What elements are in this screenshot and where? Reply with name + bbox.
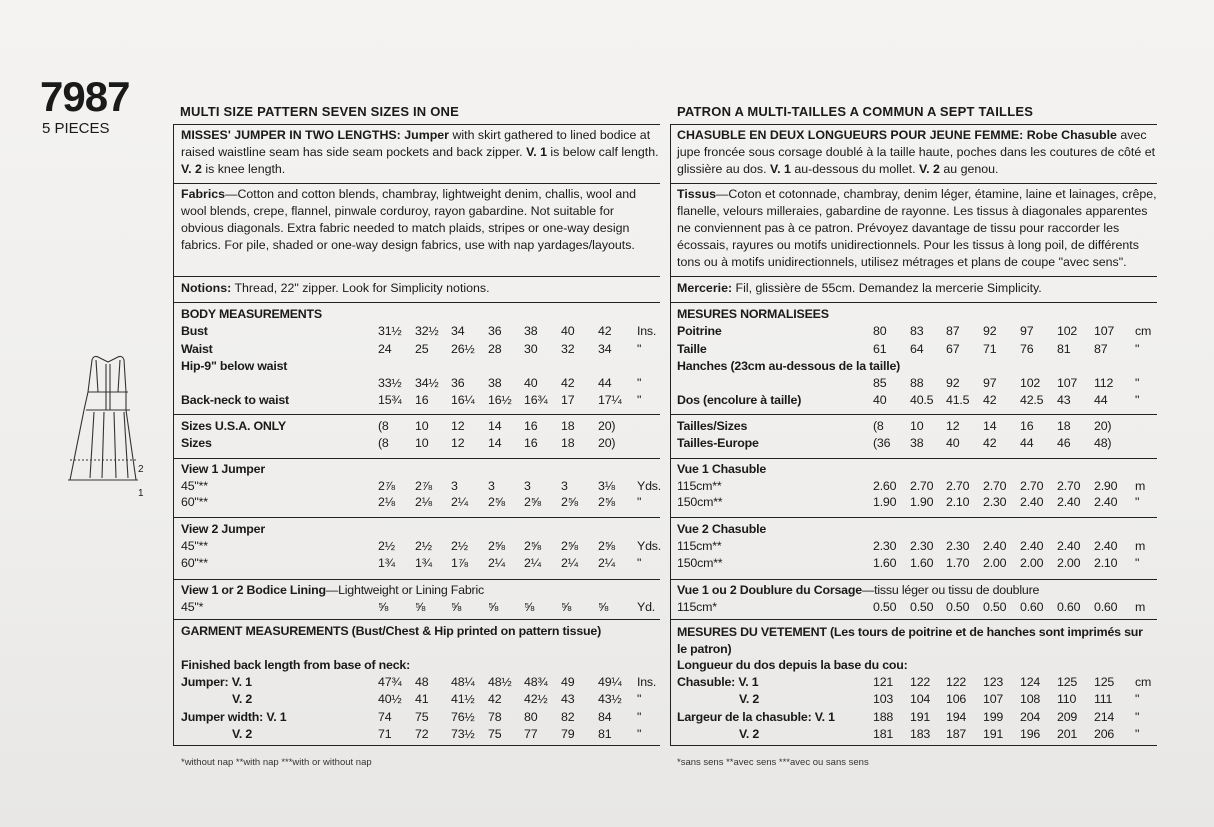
table-cell: 0.50 <box>983 600 1007 614</box>
table-cell: 38 <box>910 436 924 450</box>
table-cell: 2.30 <box>910 539 934 553</box>
table-cell: 74 <box>378 710 392 724</box>
table-cell: 49¼ <box>598 675 622 689</box>
table-cell: 2.00 <box>1057 556 1081 570</box>
row-label: 115cm** <box>677 539 722 553</box>
table-cell: 1.60 <box>910 556 934 570</box>
table-cell: 0.60 <box>1094 600 1118 614</box>
table-cell: 40 <box>946 436 960 450</box>
table-cell: 102 <box>1057 324 1078 338</box>
table-cell: 2.30 <box>873 539 897 553</box>
unit-label: " <box>1135 727 1140 741</box>
table-cell: 81 <box>598 727 612 741</box>
table-cell: ⅝ <box>488 600 499 614</box>
row-label: Longueur du dos depuis la base du cou: <box>677 658 908 672</box>
row-label: 150cm** <box>677 495 723 509</box>
unit-label: m <box>1135 479 1146 493</box>
table-cell: ⅝ <box>378 600 389 614</box>
table-cell: ⅝ <box>415 600 426 614</box>
table-cell: ⅝ <box>451 600 462 614</box>
table-cell: 2¼ <box>451 495 468 509</box>
table-cell: 2¼ <box>524 556 541 570</box>
row-label: Bust <box>181 324 208 338</box>
table-cell: 78 <box>488 710 502 724</box>
table-cell: 187 <box>946 727 967 741</box>
table-cell: 18 <box>561 419 575 433</box>
table-cell: 121 <box>873 675 894 689</box>
row-label: Dos (encolure à taille) <box>677 393 802 407</box>
table-cell: 10 <box>910 419 924 433</box>
table-cell: 20) <box>1094 419 1112 433</box>
table-cell: 42 <box>983 436 997 450</box>
table-cell: 79 <box>561 727 575 741</box>
row-label: V. 2 <box>739 727 760 741</box>
table-cell: 92 <box>983 324 997 338</box>
table-cell: 48 <box>415 675 429 689</box>
table-cell: 14 <box>488 419 502 433</box>
table-cell: ⅝ <box>598 600 609 614</box>
table-cell: 16 <box>524 436 538 450</box>
unit-label: Ins. <box>637 675 657 689</box>
row-label: le patron) <box>677 642 732 656</box>
table-cell: 76 <box>1020 342 1034 356</box>
french-fabrics: Tissus—Coton et cotonnade, chambray, denim léger, étamine, laine et lainages, crêpe, flanelle, velours milleraies, gabardine de rayonne. Les tissus à diagonales apparentes ne conviennent pas à ce patron. Prévoyez davantage de tissu pour raccorder les écossais, rayures ou motifs unidirectionnels. Pour les tissus à long poil, de différents tons ou à motifs unidirectionnels, utilisez métrages et plans de coupe "avec sens". <box>677 187 1157 269</box>
table-cell: 47¾ <box>378 675 402 689</box>
row-label-suffix: —Lightweight or Lining Fabric <box>325 583 484 597</box>
table-cell: 92 <box>946 376 960 390</box>
unit-label: Yds. <box>637 479 661 493</box>
unit-label: " <box>637 376 642 390</box>
table-cell: 48½ <box>488 675 512 689</box>
table-cell: 46 <box>1057 436 1071 450</box>
table-cell: 2½ <box>451 539 468 553</box>
table-cell: 48¼ <box>451 675 475 689</box>
table-cell: 25 <box>415 342 429 356</box>
table-cell: 76½ <box>451 710 475 724</box>
table-cell: 2.00 <box>1020 556 1044 570</box>
table-cell: 34½ <box>415 376 439 390</box>
table-cell: 32 <box>561 342 575 356</box>
table-cell: 64 <box>910 342 924 356</box>
row-label: View 2 Jumper <box>181 522 265 536</box>
table-cell: 3 <box>451 479 458 493</box>
table-cell: 44 <box>598 376 612 390</box>
table-cell: 3 <box>561 479 568 493</box>
table-cell: 24 <box>378 342 392 356</box>
table-cell: 125 <box>1094 675 1115 689</box>
table-cell: 28 <box>488 342 502 356</box>
row-label: 60"** <box>181 495 208 509</box>
table-cell: 2.70 <box>910 479 934 493</box>
table-cell: 26½ <box>451 342 475 356</box>
table-cell: 16 <box>524 419 538 433</box>
pattern-number: 7987 <box>40 73 130 120</box>
table-cell: ⅝ <box>524 600 535 614</box>
table-cell: 40½ <box>378 692 402 706</box>
table-cell: 2⅝ <box>524 539 541 553</box>
view-2-length-marker: 2 <box>138 464 144 475</box>
table-cell: 38 <box>524 324 538 338</box>
table-cell: 1.90 <box>873 495 897 509</box>
table-cell: 16½ <box>488 393 512 407</box>
table-cell: 2.40 <box>1020 495 1044 509</box>
unit-label: " <box>637 710 642 724</box>
table-cell: 2.00 <box>983 556 1007 570</box>
table-cell: 2⅞ <box>378 479 395 493</box>
row-label: Sizes U.S.A. ONLY <box>181 419 286 433</box>
table-cell: 31½ <box>378 324 402 338</box>
row-label-suffix: (Bust/Chest & Hip printed on pattern tissue) <box>348 624 601 638</box>
table-cell: 88 <box>910 376 924 390</box>
row-label: Largeur de la chasuble: V. 1 <box>677 710 835 724</box>
table-cell: 32½ <box>415 324 439 338</box>
row-label: BODY MEASUREMENTS <box>181 307 322 321</box>
row-label: Back-neck to waist <box>181 393 289 407</box>
table-cell: 41 <box>415 692 429 706</box>
table-cell: 36 <box>451 376 465 390</box>
table-cell: 124 <box>1020 675 1041 689</box>
table-cell: 36 <box>488 324 502 338</box>
table-cell: 18 <box>561 436 575 450</box>
table-cell: 16¾ <box>524 393 548 407</box>
unit-label: Yds. <box>637 539 661 553</box>
english-title: MULTI SIZE PATTERN SEVEN SIZES IN ONE <box>180 104 459 119</box>
table-cell: 48¾ <box>524 675 548 689</box>
table-cell: 83 <box>910 324 924 338</box>
table-cell: 108 <box>1020 692 1041 706</box>
row-label: V. 2 <box>739 692 760 706</box>
table-cell: 183 <box>910 727 931 741</box>
table-cell: 3 <box>488 479 495 493</box>
table-cell: 106 <box>946 692 967 706</box>
table-cell: 80 <box>873 324 887 338</box>
table-cell: 97 <box>1020 324 1034 338</box>
table-cell: 15¾ <box>378 393 402 407</box>
table-cell: 18 <box>1057 419 1071 433</box>
table-cell: 2⅝ <box>561 539 578 553</box>
table-cell: 125 <box>1057 675 1078 689</box>
table-cell: 17 <box>561 393 575 407</box>
row-label: Tailles/Sizes <box>677 419 748 433</box>
table-cell: 20) <box>598 436 616 450</box>
table-cell: 123 <box>983 675 1004 689</box>
unit-label: " <box>1135 556 1140 570</box>
row-label: Jumper width: V. 1 <box>181 710 287 724</box>
table-cell: 0.60 <box>1057 600 1081 614</box>
table-cell: 71 <box>983 342 997 356</box>
unit-label: " <box>1135 342 1140 356</box>
table-cell: 2.40 <box>1020 539 1044 553</box>
table-cell: 2.40 <box>1094 495 1118 509</box>
table-cell: 87 <box>946 324 960 338</box>
table-cell: 2⅝ <box>524 495 541 509</box>
table-cell: 1.90 <box>910 495 934 509</box>
table-cell: 49 <box>561 675 575 689</box>
table-cell: 75 <box>415 710 429 724</box>
table-cell: 85 <box>873 376 887 390</box>
english-footnote: *without nap **with nap ***with or without nap <box>181 757 372 768</box>
row-label: 45"** <box>181 539 208 553</box>
table-cell: 191 <box>910 710 931 724</box>
row-label: 115cm** <box>677 479 722 493</box>
french-title: PATRON A MULTI-TAILLES A COMMUN A SEPT TAILLES <box>677 104 1034 119</box>
table-cell: 103 <box>873 692 894 706</box>
unit-label: Yd. <box>637 600 655 614</box>
table-cell: 17¼ <box>598 393 622 407</box>
table-cell: 10 <box>415 436 429 450</box>
table-cell: 44 <box>1094 393 1108 407</box>
row-label: Tailles-Europe <box>677 436 759 450</box>
row-label: Finished back length from base of neck: <box>181 658 411 672</box>
row-label: V. 2 <box>232 727 253 741</box>
unit-label: Ins. <box>637 324 657 338</box>
table-cell: 40.5 <box>910 393 934 407</box>
row-label: Hanches (23cm au-dessous de la taille) <box>677 359 901 373</box>
table-cell: 201 <box>1057 727 1078 741</box>
table-cell: 42.5 <box>1020 393 1044 407</box>
table-cell: (8 <box>873 419 884 433</box>
table-cell: 16 <box>1020 419 1034 433</box>
table-cell: 1.60 <box>873 556 897 570</box>
table-cell: 188 <box>873 710 894 724</box>
table-cell: 204 <box>1020 710 1041 724</box>
table-cell: 42 <box>488 692 502 706</box>
table-cell: 2⅛ <box>378 495 395 509</box>
table-cell: 1¾ <box>415 556 432 570</box>
table-cell: 84 <box>598 710 612 724</box>
table-cell: 2⅝ <box>598 495 615 509</box>
table-cell: 42 <box>983 393 997 407</box>
table-cell: 43 <box>561 692 575 706</box>
table-cell: 41½ <box>451 692 475 706</box>
table-cell: (36 <box>873 436 891 450</box>
row-label: Waist <box>181 342 213 356</box>
table-cell: (8 <box>378 419 389 433</box>
unit-label: " <box>1135 710 1140 724</box>
unit-label: " <box>1135 393 1140 407</box>
row-label: Poitrine <box>677 324 722 338</box>
table-cell: 2¼ <box>488 556 505 570</box>
table-cell: 2⅝ <box>561 495 578 509</box>
table-cell: 10 <box>415 419 429 433</box>
table-cell: 48) <box>1094 436 1112 450</box>
table-cell: 3⅛ <box>598 479 615 493</box>
unit-label: " <box>1135 376 1140 390</box>
table-cell: 12 <box>451 419 465 433</box>
table-cell: 42½ <box>524 692 548 706</box>
pieces-count: 5 PIECES <box>42 120 110 137</box>
table-cell: 71 <box>378 727 392 741</box>
row-label-suffix: —tissu léger ou tissu de doublure <box>861 583 1040 597</box>
row-label: 115cm* <box>677 600 717 614</box>
table-cell: 72 <box>415 727 429 741</box>
table-cell: 20) <box>598 419 616 433</box>
table-cell: 196 <box>1020 727 1041 741</box>
table-cell: 2½ <box>378 539 395 553</box>
table-cell: 112 <box>1094 376 1114 390</box>
english-notions: Notions: Thread, 22" zipper. Look for Simplicity notions. <box>181 281 490 295</box>
table-cell: 181 <box>873 727 894 741</box>
table-cell: 16¼ <box>451 393 475 407</box>
table-cell: 16 <box>415 393 429 407</box>
table-cell: 110 <box>1057 692 1077 706</box>
table-cell: 75 <box>488 727 502 741</box>
unit-label: " <box>637 342 642 356</box>
unit-label: " <box>637 727 642 741</box>
table-cell: 3 <box>524 479 531 493</box>
table-cell: 2.70 <box>1057 479 1081 493</box>
table-cell: 2.60 <box>873 479 897 493</box>
table-cell: 199 <box>983 710 1004 724</box>
table-cell: 40 <box>873 393 887 407</box>
table-cell: 191 <box>983 727 1004 741</box>
row-label: Jumper: V. 1 <box>181 675 252 689</box>
table-cell: 1¾ <box>378 556 395 570</box>
table-cell: 67 <box>946 342 960 356</box>
table-cell: 111 <box>1094 692 1113 706</box>
table-cell: 2.70 <box>983 479 1007 493</box>
row-label: View 1 or 2 Bodice Lining—Lightweight or Lining Fabric <box>181 583 484 597</box>
table-cell: 2.40 <box>1057 539 1081 553</box>
row-label: V. 2 <box>232 692 253 706</box>
table-cell: 209 <box>1057 710 1078 724</box>
unit-label: " <box>637 692 642 706</box>
table-cell: 2⅞ <box>415 479 432 493</box>
unit-label: m <box>1135 539 1146 553</box>
table-cell: 97 <box>983 376 997 390</box>
table-cell: 61 <box>873 342 887 356</box>
table-cell: 42 <box>598 324 612 338</box>
table-cell: 0.60 <box>1020 600 1044 614</box>
table-cell: (8 <box>378 436 389 450</box>
row-label-suffix: (Les tours de poitrine et de hanches sont imprimés sur <box>826 625 1143 639</box>
table-cell: ⅝ <box>561 600 572 614</box>
row-label: 60"** <box>181 556 208 570</box>
table-cell: 1⅞ <box>451 556 468 570</box>
table-cell: 107 <box>1057 376 1078 390</box>
table-cell: 12 <box>946 419 960 433</box>
english-description: MISSES' JUMPER IN TWO LENGTHS: Jumper with skirt gathered to lined bodice at raised waistline seam has side seam pockets and back zipper. V. 1 is below calf length. V. 2 is knee length. <box>181 128 659 176</box>
table-cell: 2.10 <box>946 495 970 509</box>
unit-label: " <box>637 393 642 407</box>
table-cell: 107 <box>1094 324 1115 338</box>
row-label: Vue 2 Chasuble <box>677 522 767 536</box>
table-cell: 12 <box>451 436 465 450</box>
table-cell: 2⅝ <box>488 495 505 509</box>
french-notions: Mercerie: Fil, glissière de 55cm. Demandez la mercerie Simplicity. <box>677 281 1042 295</box>
unit-label: " <box>1135 495 1140 509</box>
table-cell: 2⅝ <box>598 539 615 553</box>
unit-label: cm <box>1135 675 1152 689</box>
table-cell: 44 <box>1020 436 1034 450</box>
table-cell: 34 <box>598 342 612 356</box>
table-cell: 2.30 <box>983 495 1007 509</box>
table-cell: 82 <box>561 710 575 724</box>
table-cell: 2½ <box>415 539 432 553</box>
table-cell: 2⅝ <box>488 539 505 553</box>
row-label: Hip-9" below waist <box>181 359 288 373</box>
french-footnote: *sans sens **avec sens ***avec ou sans sens <box>677 757 869 768</box>
table-cell: 33½ <box>378 376 402 390</box>
table-cell: 194 <box>946 710 967 724</box>
table-cell: 2.30 <box>946 539 970 553</box>
table-cell: 77 <box>524 727 538 741</box>
table-cell: 2.70 <box>946 479 970 493</box>
table-cell: 41.5 <box>946 393 970 407</box>
table-cell: 14 <box>488 436 502 450</box>
table-cell: 107 <box>983 692 1004 706</box>
table-cell: 102 <box>1020 376 1041 390</box>
table-cell: 40 <box>524 376 538 390</box>
table-cell: 122 <box>946 675 967 689</box>
row-label: MESURES DU VETEMENT (Les tours de poitrine et de hanches sont imprimés sur <box>677 625 1143 639</box>
table-cell: 38 <box>488 376 502 390</box>
french-description: CHASUBLE EN DEUX LONGUEURS POUR JEUNE FEMME: Robe Chasuble avec jupe froncée sous corsage doublé à la taille haute, poches dans les coutures de côté et glissière au dos. V. 1 au-dessous du mollet. V. 2 au genou. <box>677 128 1156 176</box>
table-cell: 2.40 <box>1057 495 1081 509</box>
row-label: GARMENT MEASUREMENTS (Bust/Chest & Hip printed on pattern tissue) <box>181 624 601 638</box>
row-label: 150cm** <box>677 556 723 570</box>
row-label: View 1 Jumper <box>181 462 265 476</box>
row-label: Taille <box>677 342 707 356</box>
table-cell: 42 <box>561 376 575 390</box>
row-label: Vue 1 Chasuble <box>677 462 767 476</box>
unit-label: m <box>1135 600 1146 614</box>
table-cell: 81 <box>1057 342 1071 356</box>
table-cell: 80 <box>524 710 538 724</box>
table-cell: 2⅛ <box>415 495 432 509</box>
table-cell: 2¼ <box>598 556 615 570</box>
table-cell: 214 <box>1094 710 1115 724</box>
table-cell: 73½ <box>451 727 475 741</box>
table-cell: 0.50 <box>946 600 970 614</box>
unit-label: " <box>637 495 642 509</box>
row-label: Vue 1 ou 2 Doublure du Corsage—tissu léger ou tissu de doublure <box>677 583 1040 597</box>
table-cell: 43 <box>1057 393 1071 407</box>
table-cell: 87 <box>1094 342 1108 356</box>
table-cell: 1.70 <box>946 556 970 570</box>
view-1-length-marker: 1 <box>138 488 144 499</box>
unit-label: cm <box>1135 324 1152 338</box>
table-cell: 34 <box>451 324 465 338</box>
table-cell: 14 <box>983 419 997 433</box>
unit-label: " <box>1135 692 1140 706</box>
table-cell: 2.40 <box>983 539 1007 553</box>
row-label: 45"** <box>181 479 208 493</box>
row-label: MESURES NORMALISEES <box>677 307 829 321</box>
table-cell: 2.90 <box>1094 479 1118 493</box>
unit-label: " <box>637 556 642 570</box>
table-cell: 0.50 <box>910 600 934 614</box>
table-cell: 2¼ <box>561 556 578 570</box>
row-label: 45"* <box>181 600 204 614</box>
table-cell: 30 <box>524 342 538 356</box>
table-cell: 2.40 <box>1094 539 1118 553</box>
table-cell: 43½ <box>598 692 622 706</box>
table-cell: 122 <box>910 675 931 689</box>
table-cell: 206 <box>1094 727 1115 741</box>
table-cell: 40 <box>561 324 575 338</box>
table-cell: 2.10 <box>1094 556 1118 570</box>
table-cell: 0.50 <box>873 600 897 614</box>
table-cell: 104 <box>910 692 931 706</box>
row-label: Chasuble: V. 1 <box>677 675 759 689</box>
english-fabrics: Fabrics—Cotton and cotton blends, chambray, lightweight denim, challis, wool and wool blends, crepe, flannel, pinwale corduroy, rayon gabardine. Not suitable for obvious diagonals. Extra fabric needed to match plaids, stripes or one-way design fabrics. For pile, shaded or one-way design fabrics, use with nap yardages/layouts. <box>181 187 637 252</box>
table-cell: 2.70 <box>1020 479 1044 493</box>
row-label: Sizes <box>181 436 212 450</box>
